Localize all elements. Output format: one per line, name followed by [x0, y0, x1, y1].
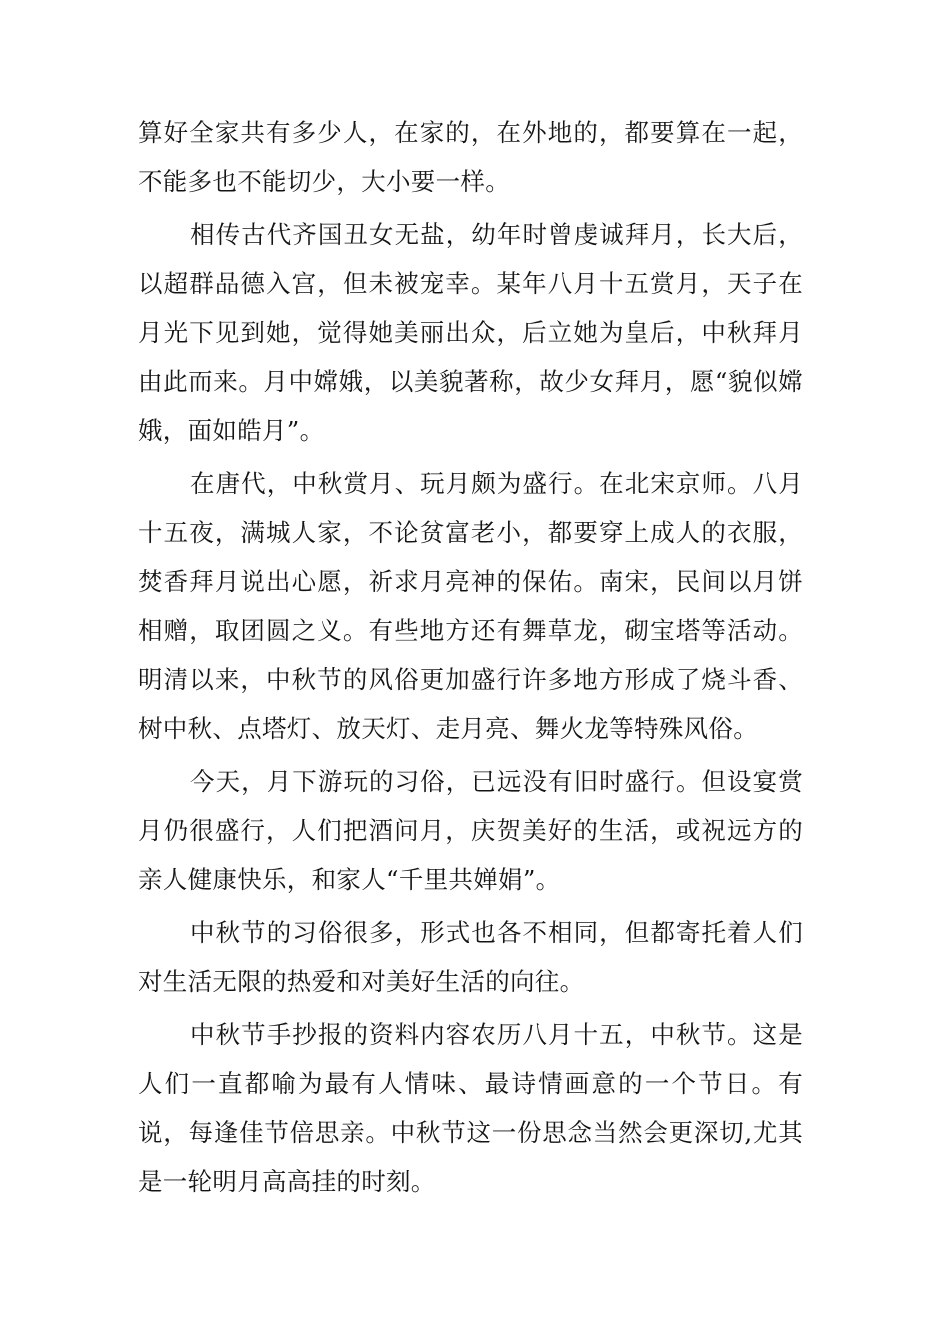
paragraph-1: 算好全家共有多少人，在家的，在外地的，都要算在一起，不能多也不能切少，大小要一样。: [138, 118, 803, 196]
paragraph-5: 中秋节的习俗很多，形式也各不相同，但都寄托着人们对生活无限的热爱和对美好生活的向往。: [138, 918, 803, 996]
paragraph-2: 相传古代齐国丑女无盐，幼年时曾虔诚拜月，长大后，以超群品德入宫，但未被宠幸。某年八月十五赏月，天子在月光下见到她，觉得她美丽出众，后立她为皇后，中秋拜月由此而来。月中嫦娥，以美貌著称，故少女拜月，愿“貌似嫦娥，面如皓月”。: [138, 220, 803, 445]
body-text: [138, 108, 803, 1206]
paragraph-4: 今天，月下游玩的习俗，已远没有旧时盛行。但设宴赏月仍很盛行，人们把酒问月，庆贺美好的生活，或祝远方的亲人健康快乐，和家人“千里共婵娟”。: [138, 767, 803, 894]
paragraph-3: 在唐代，中秋赏月、玩月颇为盛行。在北宋京师。八月十五夜，满城人家，不论贫富老小，都要穿上成人的衣服，焚香拜月说出心愿，祈求月亮神的保佑。南宋，民间以月饼相赠，取团圆之义。有些地方还有舞草龙，砌宝塔等活动。明清以来，中秋节的风俗更加盛行许多地方形成了烧斗香、树中秋、点塔灯、放天灯、走月亮、舞火龙等特殊风俗。: [138, 469, 803, 743]
paragraph-6: 中秋节手抄报的资料内容农历八月十五，中秋节。这是人们一直都喻为最有人情味、最诗情画意的一个节日。有说，每逢佳节倍思亲。中秋节这一份思念当然会更深切,尤其是一轮明月高高挂的时刻。: [138, 1020, 803, 1196]
